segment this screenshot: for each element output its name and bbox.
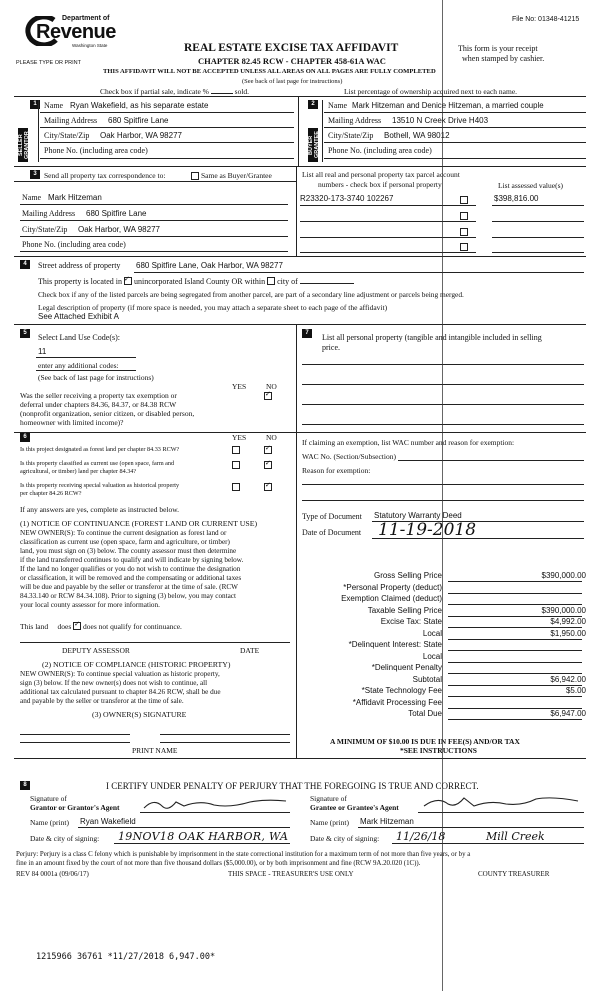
seller-city[interactable]: Oak Harbor, WA 98277 <box>100 131 182 140</box>
s6-q1: Is this project designated as forest land per chapter 84.33 RCW? <box>20 446 180 453</box>
tax-row-amount[interactable]: $1,950.00 <box>550 628 586 638</box>
tax-row-amount[interactable]: $390,000.00 <box>541 571 586 580</box>
perjury-line-2: fine in an amount fixed by the court of not more than five thousand dollars ($5,000.00), or by both imprisonment and fine (RCW 9A.20.020 (1C)). <box>16 860 421 867</box>
buyer-phone-label: Phone No. (including area code) <box>328 146 432 155</box>
buyer-city[interactable]: Bothell, WA 98012 <box>384 131 450 140</box>
section-5-number: 5 <box>20 329 30 338</box>
grantee-date[interactable]: 11/26/18 <box>396 830 446 843</box>
please-type: PLEASE TYPE OR PRINT <box>16 60 82 66</box>
deputy-date-label: DATE <box>240 646 260 655</box>
grantor-date-label: Date & city of signing: <box>30 834 100 843</box>
tax-row-label: *Delinquent Interest: State <box>348 640 442 649</box>
land-use-label: Select Land Use Code(s): <box>38 333 120 342</box>
parcel-number[interactable]: R23320-173-3740 102267 <box>300 194 394 203</box>
located-label <box>38 277 354 286</box>
tax-row-amount[interactable]: $390,000.00 <box>541 605 586 615</box>
tax-row-amount[interactable]: $6,947.00 <box>550 709 586 718</box>
section-6-number: 6 <box>20 433 30 442</box>
tax-row-line <box>448 696 582 697</box>
s6-q3b: per chapter 84.26 RCW? <box>20 490 82 497</box>
grantor-sig-of: Signature of <box>30 794 67 803</box>
s6-q3-yes[interactable] <box>232 483 240 491</box>
n2-l3: additional tax calculated pursuant to chapter 84.26 RCW, shall be due <box>20 688 221 696</box>
corr-city-label: City/State/Zip <box>22 225 68 234</box>
n2-title: (2) NOTICE OF COMPLIANCE (HISTORIC PROPERTY) <box>42 660 231 669</box>
section-8-number: 8 <box>20 781 30 790</box>
assessed-value[interactable]: $398,816.00 <box>494 194 539 203</box>
buyer-city-label: City/State/Zip <box>328 131 374 140</box>
located-text: This property is located in <box>38 277 122 286</box>
parcels-header-2: numbers - check box if personal property <box>318 180 442 189</box>
file-number: File No: 01348-41215 <box>512 16 580 23</box>
grantee-sig-of: Signature of <box>310 794 347 803</box>
seller-city-label: City/State/Zip <box>44 131 90 140</box>
grantee-date-label: Date & city of signing: <box>310 834 380 843</box>
claiming-exemption-label: If claiming an exemption, list WAC number and reason for exemption: <box>302 438 515 447</box>
tax-row-label: Excise Tax: State <box>380 617 442 626</box>
s5-no-header: NO <box>266 382 277 391</box>
tax-row-label: *State Technology Fee <box>361 686 442 695</box>
doc-type[interactable]: Statutory Warranty Deed <box>374 511 462 520</box>
city-of-checkbox[interactable] <box>267 277 275 285</box>
correspondence-label: Send all property tax correspondence to: <box>44 171 166 180</box>
dept-name: Revenue <box>36 21 116 43</box>
s5-no-checkbox[interactable]: ✓ <box>265 390 271 398</box>
tax-row-label: *Personal Property (deduct) <box>343 582 442 592</box>
doc-date-label: Date of Document <box>302 528 362 537</box>
n2-l2: sign (3) below. If the new owner(s) does not wish to continue, all <box>20 679 208 687</box>
section-7-number: 7 <box>302 329 312 338</box>
legal-desc-value[interactable]: See Attached Exhibit A <box>38 312 119 321</box>
n1-l1: NEW OWNER(S): To continue the current designation as forest land or <box>20 529 227 537</box>
tax-row-label: *Delinquent Penalty <box>371 663 442 672</box>
s6-q1-yes[interactable] <box>232 446 240 454</box>
assessed-header: List assessed value(s) <box>498 181 563 190</box>
see-back-note: (See back of last page for instructions) <box>38 373 154 382</box>
tax-row-label: Exemption Claimed (deduct) <box>341 594 442 603</box>
additional-codes-label: enter any additional codes: <box>38 361 119 370</box>
doc-date[interactable]: 11-19-2018 <box>378 520 477 540</box>
buyer-name-label: Name <box>328 101 348 110</box>
seller-side-label: SELLER GRANTOR <box>18 128 28 162</box>
section-1-number: 1 <box>30 100 40 109</box>
sold-text: sold. <box>234 87 250 96</box>
tax-row-amount[interactable]: $6,942.00 <box>550 674 586 684</box>
tax-row-label: Gross Selling Price <box>373 571 442 580</box>
personal-property-checkbox-1[interactable] <box>460 196 468 204</box>
n3-title: (3) OWNER(S) SIGNATURE <box>92 710 187 719</box>
receipt-note-2: when stamped by cashier. <box>462 54 545 63</box>
tax-row-line <box>448 581 582 582</box>
form-subtitle: CHAPTER 82.45 RCW - CHAPTER 458-61A WAC <box>198 56 386 66</box>
s6-q2-no[interactable]: ✓ <box>265 459 271 467</box>
grantor-date-city[interactable]: 19NOV18 OAK HARBOR, WA <box>118 830 289 843</box>
corr-mail[interactable]: 680 Spitfire Lane <box>86 209 147 218</box>
section-2-number: 2 <box>308 100 318 109</box>
instructions-note: (See back of last page for instructions) <box>242 78 343 85</box>
segregated-note: Check box if any of the listed parcels are being segregated from another parcel, are part of a secondary line adjustment or parcels being merged. <box>38 290 464 299</box>
section-3-number: 3 <box>30 170 40 179</box>
grantor-agent-label: Grantor or Grantor's Agent <box>30 803 120 812</box>
tax-row-line <box>448 650 582 651</box>
corr-city[interactable]: Oak Harbor, WA 98277 <box>78 225 160 234</box>
does-not-text: does not qualify for continuance. <box>83 622 182 631</box>
s6-q2a: Is this property classified as current use (open space, farm and <box>20 460 175 467</box>
partial-sale-label <box>100 87 249 96</box>
n1-l6: or classification, it will be removed and the compensating or additional taxes <box>20 574 242 582</box>
seller-mail-label: Mailing Address <box>44 116 98 125</box>
personal-property-checkbox-3[interactable] <box>460 228 468 236</box>
dept-line1: Department of <box>62 15 110 22</box>
s5-q3: (nonprofit organization, senior citizen, or disabled person, <box>20 409 195 418</box>
receipt-note-1: This form is your receipt <box>458 44 538 53</box>
cashier-stamp: 1215966 36761 *11/27/2018 6,947.00* <box>36 952 216 962</box>
tax-row-line <box>448 662 582 663</box>
seller-mail[interactable]: 680 Spitfire Lane <box>108 116 169 125</box>
tax-row-label: Local <box>422 628 442 638</box>
s5-q2: deferral under chapters 84.36, 84.37, or 84.38 RCW <box>20 400 177 409</box>
grantee-name-label: Name (print) <box>310 818 349 827</box>
this-land-text: This land <box>20 622 49 631</box>
dept-state: Washington State <box>72 43 108 48</box>
same-as-buyer-checkbox[interactable] <box>191 172 199 180</box>
s6-q3-no[interactable]: ✓ <box>265 481 271 489</box>
street-address[interactable]: 680 Spitfire Lane, Oak Harbor, WA 98277 <box>136 261 283 270</box>
tax-row-label: Local <box>422 651 442 661</box>
s5-yes-header: YES <box>232 382 247 391</box>
tax-row-line <box>448 685 582 686</box>
wac-label: WAC No. (Section/Subsection) <box>302 452 396 461</box>
tax-row-line <box>448 593 582 594</box>
personal-property-checkbox-4[interactable] <box>460 243 468 251</box>
n1-title: (1) NOTICE OF CONTINUANCE (FOREST LAND OR CURRENT USE) <box>20 519 258 528</box>
street-label: Street address of property <box>38 261 121 270</box>
certify-statement: I CERTIFY UNDER PENALTY OF PERJURY THAT THE FOREGOING IS TRUE AND CORRECT. <box>106 781 479 791</box>
form-revision: REV 84 0001a (09/06/17) <box>16 870 89 878</box>
s6-yes-header: YES <box>232 433 247 442</box>
corr-name-label: Name <box>22 193 42 202</box>
s6-no-header: NO <box>266 433 277 442</box>
corr-name[interactable]: Mark Hitzeman <box>48 193 102 202</box>
s6-q3a: Is this property receiving special valuation as historical property <box>20 482 180 489</box>
s7-text-2: price. <box>322 343 340 352</box>
personal-property-checkbox-2[interactable] <box>460 212 468 220</box>
buyer-name[interactable]: Mark Hitzeman and Denice Hitzeman, a married couple <box>352 101 544 110</box>
buyer-mail-label: Mailing Address <box>328 116 382 125</box>
unincorporated-checkbox[interactable]: ✓ <box>124 277 132 285</box>
corr-phone-label: Phone No. (including area code) <box>22 240 126 249</box>
seller-name[interactable]: Ryan Wakefield, as his separate estate <box>70 101 209 110</box>
n1-l5: If the land no longer qualifies or you do not wish to continue the designation <box>20 565 241 573</box>
land-use-code[interactable]: 11 <box>38 347 47 356</box>
warning-text: THIS AFFIDAVIT WILL NOT BE ACCEPTED UNLESS ALL AREAS ON ALL PAGES ARE FULLY COMPLETED <box>103 68 436 75</box>
county-treasurer-label: COUNTY TREASURER <box>478 870 550 878</box>
ownership-pct-note: List percentage of ownership acquired next to each name. <box>344 87 518 96</box>
tax-row-label: Total Due <box>408 709 442 718</box>
tax-row-line <box>448 639 582 640</box>
scan-line <box>442 0 443 991</box>
seller-phone-label: Phone No. (including area code) <box>44 146 148 155</box>
n1-l9: your local county assessor for more information. <box>20 601 160 609</box>
tax-row-line <box>448 719 582 720</box>
parcels-header-1: List all real and personal property tax parcel account <box>302 170 460 179</box>
s6-q1-no[interactable]: ✓ <box>265 444 271 452</box>
form-title: REAL ESTATE EXCISE TAX AFFIDAVIT <box>184 42 399 54</box>
reason-label: Reason for exemption: <box>302 466 371 475</box>
tax-row-label: Taxable Selling Price <box>367 605 442 615</box>
tax-row-amount[interactable]: $5.00 <box>565 686 586 695</box>
print-name-label: PRINT NAME <box>132 746 178 755</box>
grantee-name[interactable]: Mark Hitzeman <box>360 817 414 826</box>
n1-l4: if the land transferred continues to qualify and will indicate by signing below. <box>20 556 244 564</box>
n2-l4: and payable by the seller or transferor at the time of sale. <box>20 697 184 705</box>
doc-type-label: Type of Document <box>302 512 362 521</box>
does-text: does <box>57 622 72 631</box>
grantee-city[interactable]: Mill Creek <box>486 830 545 843</box>
buyer-side-label: BUYER GRANTEE <box>308 128 318 162</box>
grantor-name-label: Name (print) <box>30 818 69 827</box>
n1-l7: will be due and payable by the seller or transferor at the time of sale. (RCW <box>20 583 238 591</box>
treasurer-only-label: THIS SPACE - TREASURER'S USE ONLY <box>228 870 354 878</box>
n1-l8: 84.33.140 or RCW 84.34.108). Prior to signing (3) below, you may contact <box>20 592 236 600</box>
tax-row-label: Subtotal <box>412 674 442 684</box>
same-as-buyer-label: Same as Buyer/Grantee <box>201 171 272 180</box>
see-instructions-note: *SEE INSTRUCTIONS <box>400 746 477 755</box>
corr-mail-label: Mailing Address <box>22 209 76 218</box>
s7-text-1: List all personal property (tangible and intangible included in selling <box>322 333 542 342</box>
s6-q2b: agricultural, or timber) land per chapter 84.34? <box>20 468 137 475</box>
n2-l1: NEW OWNER(S): To continue special valuation as historic property, <box>20 670 220 678</box>
s6-if-yes: If any answers are yes, complete as instructed below. <box>20 505 180 514</box>
n1-l3: land, you must sign on (3) below. The county assessor must then determine <box>20 547 237 555</box>
perjury-line-1: Perjury: Perjury is a class C felony which is punishable by imprisonment in the state correctional institution for a maximum term of not more than five years, or by a <box>16 851 471 858</box>
deputy-assessor-label: DEPUTY ASSESSOR <box>62 646 130 655</box>
unincorporated-text: unincorporated Island County OR within <box>133 277 266 286</box>
tax-row-label: *Affidavit Processing Fee <box>352 697 442 707</box>
continuance-row <box>20 622 182 631</box>
grantor-name[interactable]: Ryan Wakefield <box>80 817 136 826</box>
s6-q2-yes[interactable] <box>232 461 240 469</box>
does-not-checkbox[interactable]: ✓ <box>74 620 80 628</box>
tax-row-amount[interactable]: $4,992.00 <box>550 617 586 626</box>
seller-name-label: Name <box>44 101 64 110</box>
s5-q4: homeowner with limited income)? <box>20 418 124 427</box>
minimum-due-note: A MINIMUM OF $10.00 IS DUE IN FEE(S) AND/OR TAX <box>330 737 520 746</box>
buyer-mail[interactable]: 13510 N Creek Drive H403 <box>392 116 489 125</box>
section-4-number: 4 <box>20 260 30 269</box>
grantee-agent-label: Grantee or Grantee's Agent <box>310 803 399 812</box>
s5-q1: Was the seller receiving a property tax exemption or <box>20 391 177 400</box>
n1-l2: classification as current use (open space, farm and agriculture, or timber) <box>20 538 230 546</box>
city-of-text: city of <box>277 277 298 286</box>
partial-sale-text: Check box if partial sale, indicate % <box>100 87 209 96</box>
legal-desc-label: Legal description of property (if more space is needed, you may attach a separate sheet to each page of the affidavit) <box>38 303 388 312</box>
